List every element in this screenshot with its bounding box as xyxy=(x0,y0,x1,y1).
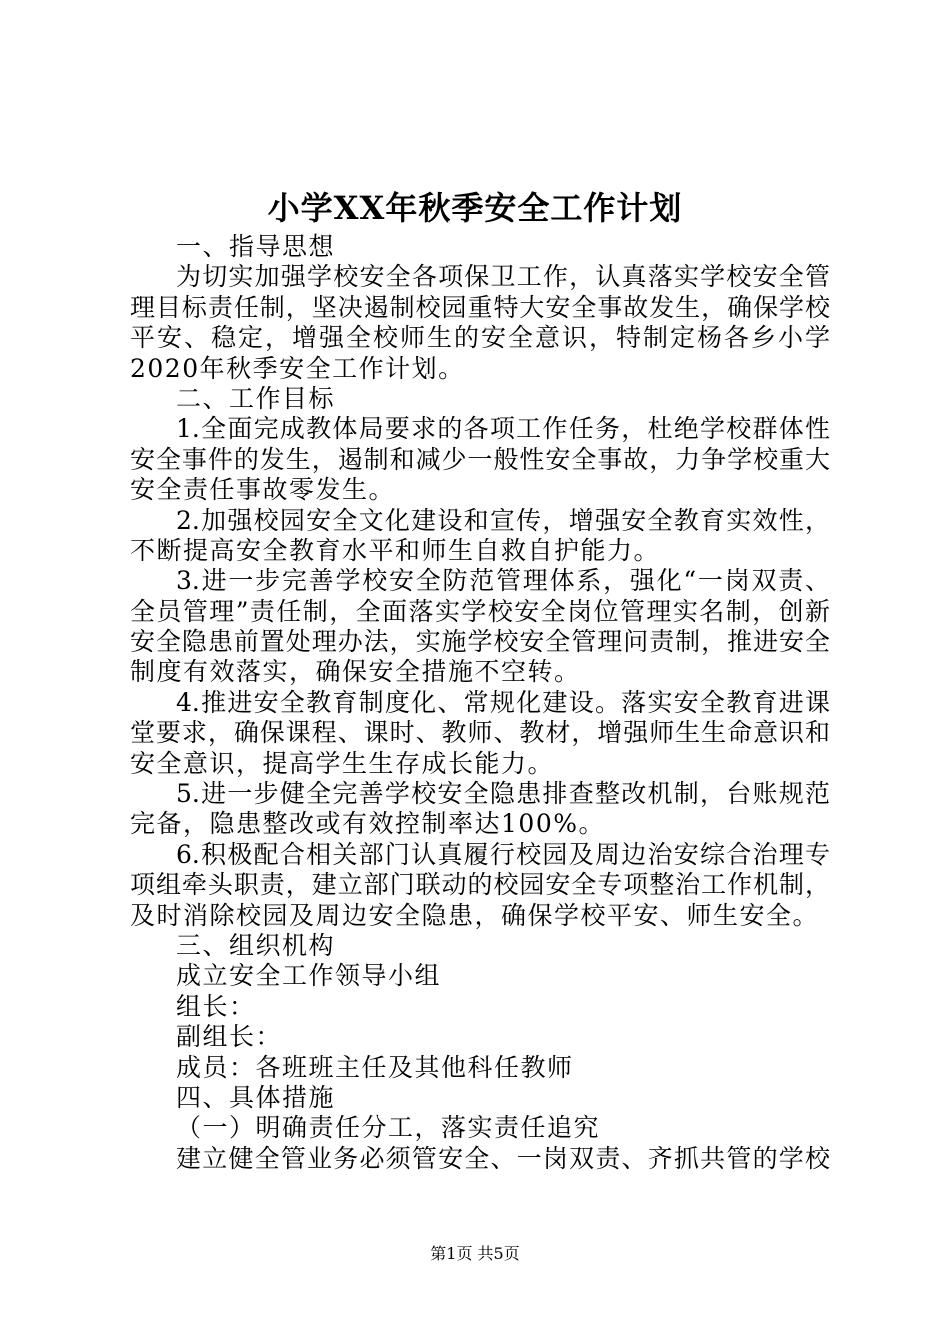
text-line: 3.进一步完善学校安全防范管理体系，强化“一岗双责、 xyxy=(176,566,830,596)
text-line: （一）明确责任分工，落实责任追究 xyxy=(176,1113,601,1143)
text-line: 平安、稳定，增强全校师生的安全意识，特制定杨各乡小学 xyxy=(130,323,830,353)
document-body xyxy=(130,232,830,1174)
text-line: 及时消除校园及周边安全隐患，确保学校平安、师生安全。 xyxy=(130,900,820,930)
text-line: 不断提高安全教育水平和师生自救自护能力。 xyxy=(130,535,661,565)
text-line: 副组长： xyxy=(176,1022,283,1052)
text-line: 四、具体措施 xyxy=(176,1082,336,1112)
text-line: 建立健全管业务必须管安全、一岗双责、齐抓共管的学校 xyxy=(176,1143,830,1173)
text-line: 堂要求，确保课程、课时、教师、教材，增强师生生命意识和 xyxy=(130,718,830,748)
text-line: 为切实加强学校安全各项保卫工作，认真落实学校安全管 xyxy=(176,262,830,292)
text-line: 2.加强校园安全文化建设和宣传，增强安全教育实效性， xyxy=(176,505,830,535)
document-title: 小学XX年秋季安全工作计划 xyxy=(267,189,683,227)
text-line: 全员管理”责任制，全面落实学校安全岗位管理实名制，创新 xyxy=(130,596,830,626)
text-line: 6.积极配合相关部门认真履行校园及周边治安综合治理专 xyxy=(176,839,830,869)
text-line: 4.推进安全教育制度化、常规化建设。落实安全教育进课 xyxy=(176,687,830,717)
text-line: 5.进一步健全完善学校安全隐患排查整改机制，台账规范 xyxy=(176,779,830,809)
text-line: 项组牵头职责，建立部门联动的校园安全专项整治工作机制， xyxy=(130,870,830,900)
text-line: 安全事件的发生，遏制和减少一般性安全事故，力争学校重大 xyxy=(130,444,830,474)
text-line: 一、指导思想 xyxy=(176,232,336,261)
text-line: 成立安全工作领导小组 xyxy=(176,961,442,991)
text-line: 安全隐患前置处理办法，实施学校安全管理问责制，推进安全 xyxy=(130,627,830,657)
text-line: 1.全面完成教体局要求的各项工作任务，杜绝学校群体性 xyxy=(176,414,830,444)
page-footer: 第1页 共5页 xyxy=(430,1244,520,1263)
text-line: 组长： xyxy=(176,991,256,1021)
text-line: 安全责任事故零发生。 xyxy=(130,475,396,505)
text-line: 理目标责任制，坚决遏制校园重特大安全事故发生，确保学校 xyxy=(130,292,830,322)
text-line: 2020年秋季安全工作计划。 xyxy=(130,353,465,383)
text-line: 制度有效落实，确保安全措施不空转。 xyxy=(130,657,581,687)
text-line: 安全意识，提高学生生存成长能力。 xyxy=(130,748,555,778)
text-line: 成员：各班班主任及其他科任教师 xyxy=(176,1052,574,1082)
text-line: 完备，隐患整改或有效控制率达100%。 xyxy=(130,809,605,839)
text-line: 三、组织机构 xyxy=(176,930,336,960)
text-line: 二、工作目标 xyxy=(176,383,336,413)
